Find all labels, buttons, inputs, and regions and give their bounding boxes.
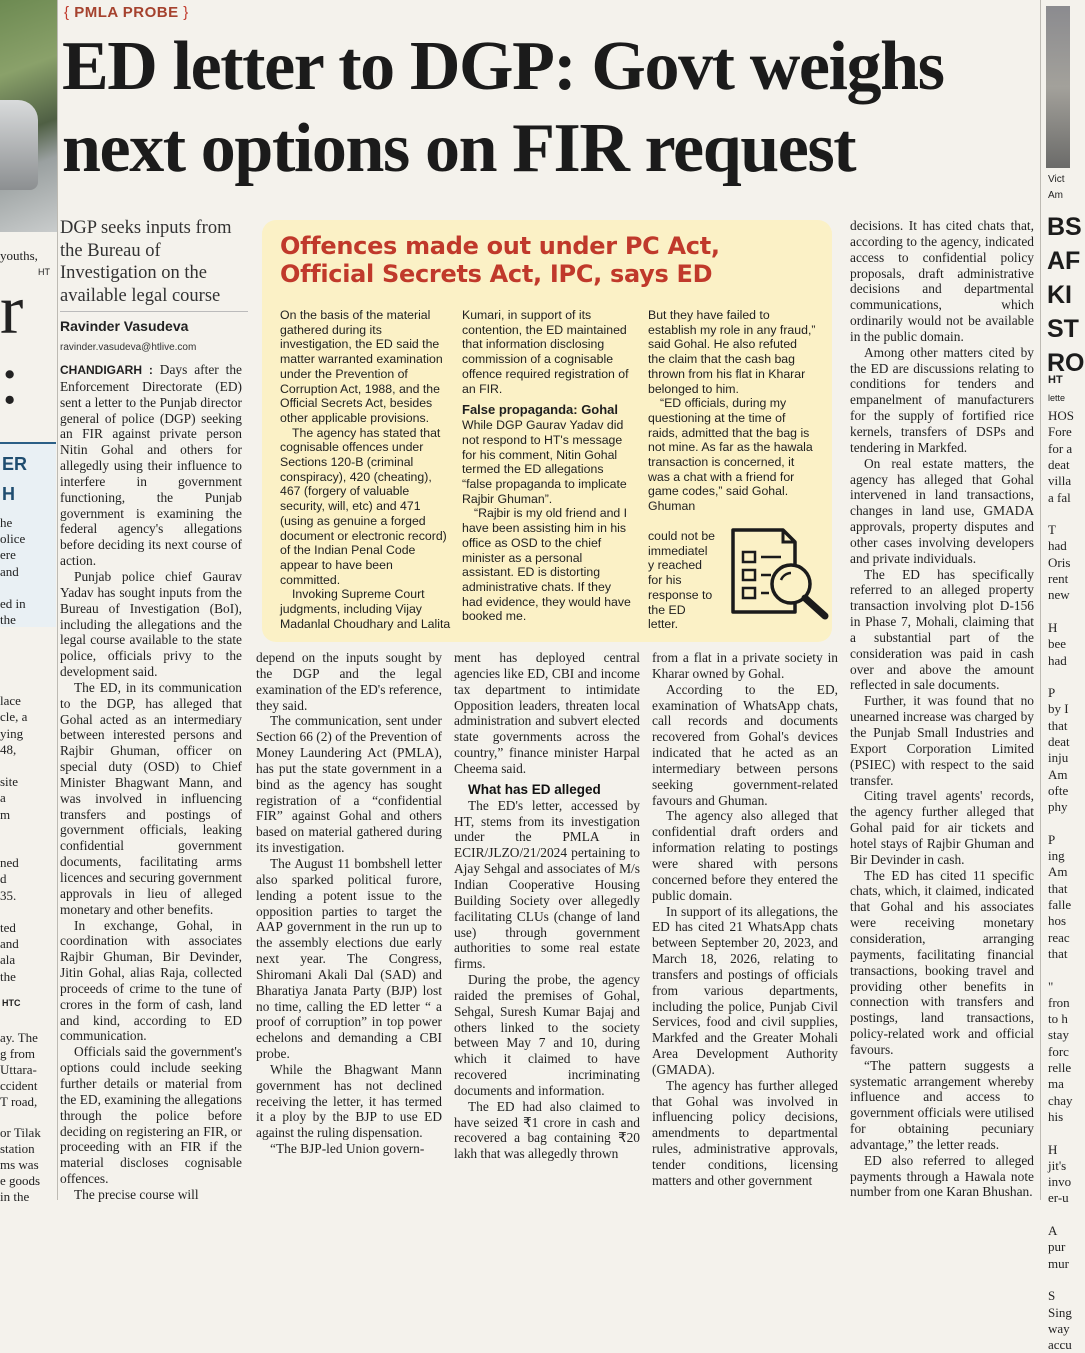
col5-para-8: ED also referred to alleged payments through a Hawala note number from one Karan Bhushan.	[850, 1152, 1034, 1200]
right-fragment-32: reac	[1048, 929, 1070, 945]
right-email-fragment: lette	[1048, 393, 1066, 403]
headline: ED letter to DGP: Govt weighs next options on FIR request	[62, 28, 944, 187]
box-col2b-para-0: While DGP Gaurav Yadav did not respond to HT's message for his comment, Nitin Gohal termed the ED allegations “false propaganda to implicate Rajbir Ghuman”.	[462, 418, 627, 506]
dateline: CHANDIGARH :	[60, 363, 153, 377]
right-fragment-17: P	[1048, 685, 1056, 701]
right-fragment-4: villa	[1048, 473, 1072, 489]
box-column-3	[648, 308, 816, 514]
kicker: { PMLA PROBE }	[64, 4, 189, 21]
left-bottom-fragment-8: ms was	[0, 1157, 39, 1173]
left-bottom-fragment-9: e goods	[0, 1173, 41, 1189]
box-col3-narrow-line-3: for his	[648, 573, 682, 588]
right-fragment-8: had	[1048, 538, 1067, 554]
right-fragment-38: stay	[1048, 1027, 1069, 1043]
right-fragment-31: hos	[1048, 913, 1067, 929]
adjacent-article-left	[0, 0, 58, 1204]
right-fragment-20: deat	[1048, 734, 1070, 749]
left-fragment-16: site	[0, 774, 19, 790]
left-fragment-14: 48,	[0, 741, 17, 757]
left-fragment-27: ala	[0, 952, 16, 968]
box-col2-para: Kumari, in support of its contention, the ED maintained that information disclosing commission of a cognisable offence required registration of an FIR.	[462, 308, 629, 396]
col5-para-5: Citing travel agents' records, the agency further alleged that Gohal paid for air tickets and hotel stays of Rajbir Ghuman and Bir Devinder in cash.	[850, 788, 1034, 867]
left-headline-fragment-2: :	[0, 342, 20, 419]
left-box-heading-2: H	[2, 484, 15, 504]
box-col3-narrow-line-0: could not be	[648, 529, 716, 543]
right-fragment-10: rent	[1048, 571, 1069, 586]
left-fragment-0: he	[0, 515, 13, 530]
box-title: Offences made out under PC Act, Official Secrets Act, IPC, says ED	[280, 232, 720, 288]
left-fragment-3: and	[0, 563, 19, 579]
document-magnifier-icon	[725, 520, 833, 620]
col1-lead: Days after the Enforcement Directorate (ED) sent a letter to the Punjab director general of police (DGP) seeking an FIR against private person Nitin Gohal and others for allegedly using their influence to interfere in government functioning, the Punjab government is examining the federal agency's allegations before deciding its next course of action.	[60, 362, 243, 569]
right-fragment-43: his	[1048, 1108, 1064, 1124]
right-fragment-2: for a	[1048, 440, 1073, 456]
box-col3-narrow-line-1: immediatel	[648, 543, 708, 558]
right-fragment-36: fron	[1048, 994, 1070, 1010]
left-fragment-26: and	[0, 936, 19, 952]
left-bottom-fragment-4: T road,	[0, 1093, 38, 1109]
left-fragment-2: ere	[0, 547, 16, 563]
left-fragment-18: m	[0, 806, 11, 822]
right-fragment-7: T	[1048, 522, 1056, 538]
left-fragment-11: lace	[0, 693, 21, 709]
article-column-2	[256, 650, 442, 1196]
right-fragment-11: new	[1048, 587, 1070, 603]
right-fragment-35: "	[1048, 978, 1054, 994]
right-fragment-47: invo	[1048, 1174, 1072, 1190]
left-fragment-12: cle, a	[0, 709, 28, 725]
right-fragment-26: P	[1048, 831, 1056, 847]
box-col3-narrow-line-5: the ED	[648, 602, 686, 617]
col3b-para-0: The ED's letter, accessed by HT, stems from its investigation under the PMLA in ECIR/JLZO/21/2024 pertaining to Ajay Sehgal and associates of M/s Indian Cooperative Housing Building Society over allegedly facilitating CLUs (change of land use) through government authorities to some real estate firms.	[454, 797, 640, 972]
right-fragment-39: forc	[1048, 1043, 1069, 1059]
left-fragment-23: 35.	[0, 887, 17, 903]
col5-para-2: On real estate matters, the agency has alleged that Gohal intervened in land transactions, changes in land use, GMADA approvals, property disputes and other cases involving developers and private individuals.	[850, 455, 1034, 566]
article-column-4	[652, 650, 838, 1196]
right-caption-1: Vict	[1048, 174, 1065, 185]
left-bottom-fragment-6: or Tilak	[0, 1125, 41, 1141]
right-fragment-45: H	[1048, 1141, 1058, 1157]
right-head-fragment-1: AF	[1047, 247, 1081, 275]
right-fragment-54: S	[1048, 1288, 1056, 1304]
col2-para-3: While the Bhagwant Mann government has not declined receiving the letter, it has termed it a ploy by the BJP to use ED against the ruling dispensation.	[256, 1061, 442, 1141]
col2-para-4: “The BJP-led Union govern-	[270, 1141, 425, 1157]
right-head-fragment-0: BS	[1047, 213, 1082, 241]
col1-para-4: Officials said the government's options could include seeking further details or material from the ED, examining the allegations through the police before deciding on registering an FIR, or proceeding with an FIR if the material discloses cognisable offences.	[60, 1044, 242, 1187]
right-fragment-56: way	[1048, 1320, 1070, 1336]
author-email: ravinder.vasudeva@htlive.com	[60, 342, 197, 353]
article-column-5	[850, 218, 1034, 1200]
byline: Ravinder Vasudeva	[60, 318, 189, 334]
box-col2b-para-1: “Rajbir is my old friend and I have been assisting him in his office as OSD to the chief minister as a personal assistant. ED is distorting administrative chats. If they had evidence, they would have booked me.	[462, 506, 631, 624]
box-col3-narrow-line-2: y reached	[648, 558, 703, 573]
left-bottom-fragment-0: ay. The	[0, 1030, 38, 1045]
right-head-fragment-2: KI	[1047, 281, 1072, 309]
right-fragment-29: that	[1048, 880, 1068, 896]
col5-para-4: Further, it was found that no unearned increase was charged by the Punjab Small Industries and Export Corporation Limited (PSIEC) with respect to the said transfer.	[850, 693, 1034, 788]
col1-para-0	[60, 362, 242, 569]
left-credit: HTC	[2, 998, 21, 1008]
left-fragment-6: the	[0, 612, 16, 628]
right-fragment-3: deat	[1048, 456, 1070, 472]
col1-para-2: The ED, in its communication to the DGP, has alleged that Gohal acted as an intermediary between interested persons and Rajbir Ghuman, officer on special duty (OSD) to Chief Minister Bhagwant Mann, and was involved in influencing transfers and postings of government officials, leaking confidential government documents, facilitating arms licences and securing government approvals in lieu of alleged monetary and other benefits.	[60, 679, 242, 917]
right-fragment-14: bee	[1048, 636, 1067, 652]
col5-para-7: “The pattern suggests a systematic arrangement whereby influence and access to government officials were utilised for obtaining pecuniary advantage,” the letter reads.	[850, 1057, 1034, 1152]
col5-para-1: Among other matters cited by the ED are discussions relating to conditions for tenders and empanelment of manufacturers for the supply of fortified rice kernels, transfers of DSPs and tendering in Markfed.	[850, 344, 1034, 455]
column-rule-left	[57, 0, 58, 1200]
col5-para-0: decisions. It has cited chats that, according to the agency, indicated access to confidential policy proposals, draft administrative decisions and departmental communications, which ordinarily would not be available in the public domain.	[850, 218, 1034, 344]
right-fragment-18: by I	[1048, 701, 1069, 717]
col3-para-0: ment has deployed central agencies like ED, CBI and income tax department to intimidate Opposition leaders, threaten local administration and subvert elected state governments across the country,” finance minister Harpal Cheema said.	[454, 650, 640, 776]
right-fragment-41: ma	[1048, 1076, 1064, 1092]
col4-para-2: The agency also alleged that confidential draft orders and information relating to postings were shared with persons concerned before they entered the public domain.	[652, 808, 838, 903]
adjacent-article-right	[1040, 0, 1085, 1353]
right-fragment-55: Sing	[1048, 1304, 1072, 1320]
left-box-heading-1: ER	[2, 454, 28, 474]
right-fragment-21: inju	[1048, 750, 1069, 766]
left-bottom-fragment-2: Uttara-	[0, 1061, 37, 1077]
right-credit: HT	[1048, 374, 1063, 386]
left-fragment-22: d	[0, 871, 7, 887]
col1-para-5: The precise course will	[74, 1186, 199, 1202]
right-fragment-13: H	[1048, 619, 1058, 635]
col5-para-3: The ED has specifically referred to an alleged property transaction involving plot D-156 in Phase 7, Mohali, claiming that a substantial part of the consideration was paid in cash over and above the amount reflected in sale documents.	[850, 566, 1034, 693]
right-fragment-51: pur	[1048, 1239, 1066, 1255]
right-fragment-22: Am	[1048, 766, 1068, 782]
left-bottom-fragment-10: in the	[0, 1189, 30, 1204]
box-col3-para-0: But they have failed to establish my role in any fraud,” said Gohal. He also refuted the claim that the cash bag thrown from his flat in Kharar belonged to him.	[648, 308, 816, 396]
left-bottom-fragment-1: g from	[0, 1045, 36, 1061]
article-column-3	[454, 650, 640, 1196]
right-fragment-1: Fore	[1048, 424, 1072, 440]
left-caption-credit: HT	[38, 267, 50, 277]
right-fragment-19: that	[1048, 717, 1068, 733]
box-column-3-narrow	[648, 529, 728, 632]
right-fragment-30: falle	[1048, 897, 1072, 912]
col2-para-0: depend on the inputs sought by the DGP and the legal examination of the ED's reference, they said.	[256, 650, 442, 713]
right-fragment-42: chay	[1048, 1092, 1073, 1108]
left-fragment-5: ed in	[0, 596, 26, 611]
box-subhead: False propaganda: Gohal	[462, 402, 619, 418]
left-photo	[0, 0, 58, 232]
right-fragment-0: HOS	[1048, 408, 1075, 423]
subhead-what-has-ed-alleged: What has ED alleged	[468, 781, 601, 797]
col1-para-3: In exchange, Gohal, in coordination with associates Rajbir Ghuman, Bir Devinder, Jitin Gohal, alias Raja, collected proceeds of crime to the tune of crores in the form of cash, land and kind, according to ED communication.	[60, 917, 242, 1044]
box-col1-para-0: On the basis of the material gathered during its investigation, the ED said the matter warranted examination under the Prevention of Corruption Act, 1988, and the Official Secrets Act, besides other applicable provisions.	[280, 308, 443, 425]
left-fragment-28: the	[0, 968, 16, 984]
left-bottom-fragment-7: station	[0, 1141, 35, 1157]
box-col3-narrow-line-6: letter.	[648, 617, 679, 632]
right-fragment-37: to h	[1048, 1011, 1068, 1027]
right-head-fragment-4: RO	[1047, 349, 1085, 377]
box-column-2	[462, 308, 634, 624]
col4-para-3: In support of its allegations, the ED has cited 21 WhatsApp chats between September 20, 2023, and March 18, 2026, relating to transfers and postings of officials from various departments, including the police, Punjab Civil Services, food and civil supplies, Markfed and the Greater Mohali Area Development Authority (GMADA).	[652, 903, 838, 1077]
byline-rule	[60, 311, 248, 312]
col5-para-6: The ED has cited 11 specific chats, which, it claimed, indicated that Gohal and his associates were receiving monetary consideration, arranging payments, facilitating financial transactions, booking travel and providing other benefits in connection with transfers and postings, land transactions, policy-related work and official favours.	[850, 867, 1034, 1057]
col1-para-1: Punjab police chief Gaurav Yadav has sought inputs from the Bureau of Investigation (BoI), including the allegations and the legal course available to the state police, officials privy to the development said.	[60, 568, 242, 680]
right-fragment-48: er-u	[1048, 1190, 1069, 1206]
left-fragment-13: ying	[0, 725, 24, 741]
col4-para-0: from a flat in a private society in Kharar owned by Gohal.	[652, 650, 838, 681]
right-fragment-15: had	[1048, 652, 1067, 668]
right-head-fragment-3: ST	[1047, 315, 1079, 343]
left-fragment-17: a	[0, 790, 6, 806]
left-fragment-1: olice	[0, 531, 26, 547]
left-fragment-21: ned	[0, 855, 19, 871]
left-bottom-fragment-3: ccident	[0, 1077, 38, 1093]
right-fragment-33: that	[1048, 945, 1068, 961]
col4-para-1: According to the ED, examination of WhatsApp chats, call records and documents recovered from Gohal's devices indicated that he acted as an intermediary between persons seeking government-related favours and Ghuman.	[652, 681, 838, 808]
left-caption: youths,	[0, 248, 38, 263]
right-fragment-40: relle	[1048, 1060, 1072, 1075]
box-col1-para-2: Invoking Supreme Court judgments, including Vijay Madanlal Choudhary and Lalita	[280, 587, 451, 631]
right-photo	[1046, 6, 1070, 168]
box-col3-narrow-line-4: response to	[648, 587, 713, 602]
box-column-1	[280, 308, 452, 631]
box-col3-para-1: “ED officials, during my questioning at the time of raids, admitted that the bag is not mine. As far as the hawala transaction is concerned, it was a chat with a friend for game codes,” said Gohal. Ghuman	[648, 396, 813, 514]
col3b-para-2: The ED had also claimed to have seized ₹1 crore in cash and recovered a bag containing ₹20 lakh that was allegedly thrown	[454, 1098, 640, 1162]
col2-para-2: The August 11 bombshell letter also sparked political furore, lending a potent issue to the opposition parties to target the AAP government in the run up to the assembly elections due early next year. The Congress, Shiromani Akali Dal (SAD) and Bharatiya Janata Party (BJP) lost no time, calling the ED letter “ a proof of corruption” in top power echelons and demanding a CBI probe.	[256, 855, 442, 1062]
right-fragment-57: accu	[1048, 1337, 1072, 1353]
right-fragment-52: mur	[1048, 1255, 1069, 1271]
left-headline-fragment-1: r	[0, 272, 24, 349]
standfirst: DGP seeks inputs from the Bureau of Investigation on the available legal course	[60, 218, 232, 306]
right-fragment-28: Am	[1048, 864, 1068, 880]
right-fragment-23: ofte	[1048, 782, 1069, 798]
kicker-text: PMLA PROBE	[74, 4, 179, 21]
box-col1-para-1: The agency has stated that cognisable offences under Sections 120-B (criminal conspiracy), 420 (cheating), 467 (forgery of valuable security, will, etc) and 471 (using as genuine a forged document or electronic record) of the Indian Penal Code appear to have been committed.	[280, 425, 447, 587]
right-fragment-5: a fal	[1048, 489, 1071, 505]
right-caption-2: Am	[1048, 190, 1063, 201]
right-fragment-27: ing	[1048, 848, 1065, 864]
col4-para-4: The agency has further alleged that Gohal was involved in influencing policy decisions, amendments to departmental rules, administrative approvals, tender conditions, licensing matters and other government	[652, 1077, 838, 1188]
right-fragment-50: A	[1048, 1223, 1058, 1238]
left-fragment-25: ted	[0, 920, 16, 935]
right-fragment-24: phy	[1048, 799, 1068, 815]
col2-para-1: The communication, sent under Section 66 (2) of the Prevention of Money Laundering Act (PMLA), has put the state government in a bind as the agency has sought registration of a “confidential FIR” against Gohal and others based on material gathered during its investigation.	[256, 713, 442, 856]
article-column-1	[60, 362, 243, 1202]
col3b-para-1: During the probe, the agency raided the premises of Gohal, Sehgal, Suresh Kumar Bajaj and others linked to the society between May 7 and 10, during which it claimed to have recovered incriminating documents and information.	[454, 972, 640, 1098]
right-fragment-9: Oris	[1048, 554, 1071, 570]
right-fragment-46: jit's	[1048, 1157, 1067, 1173]
